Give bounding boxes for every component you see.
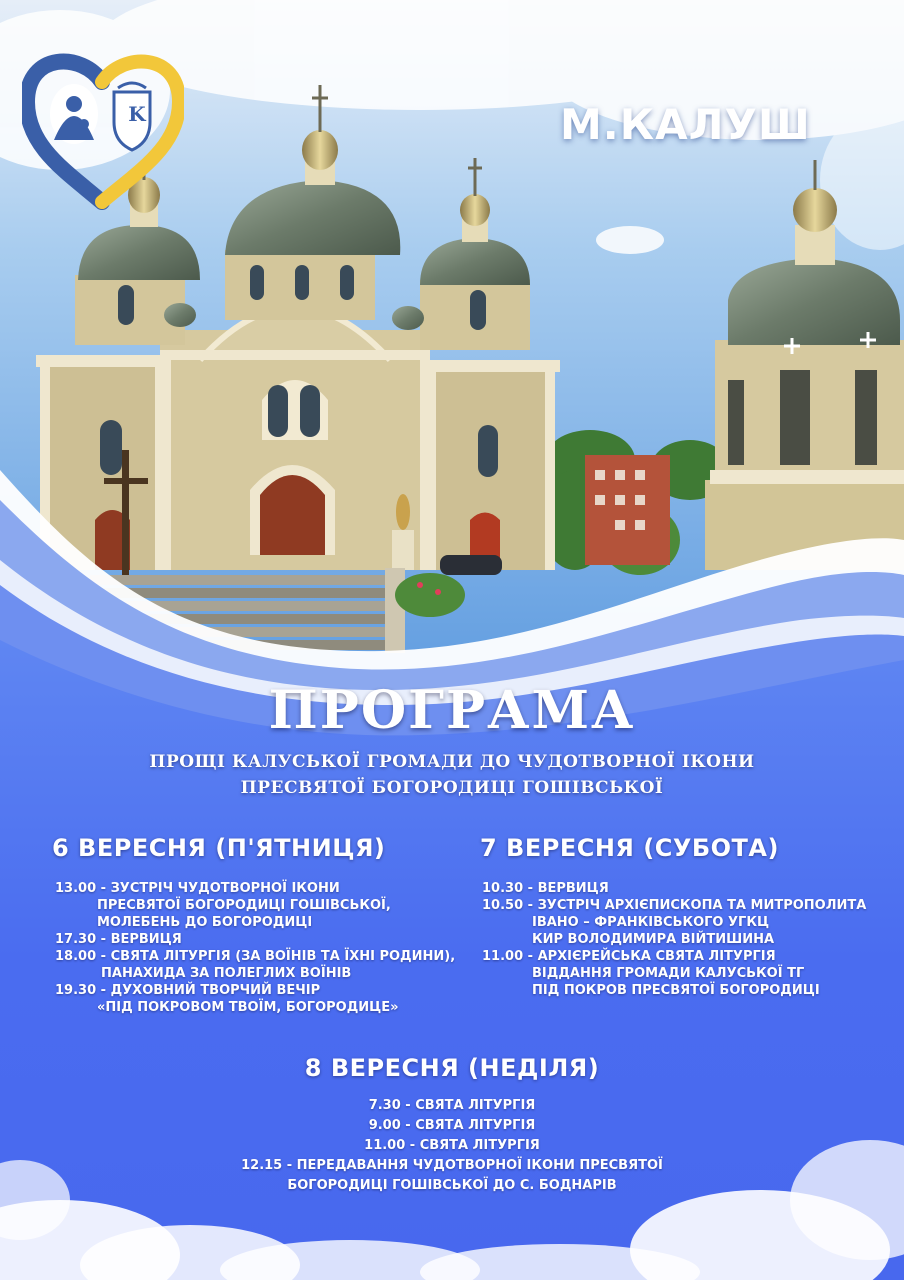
heart-logo: [22, 52, 184, 210]
subtitle-line-2: ПРЕСВЯТОЇ БОГОРОДИЦІ ГОШІВСЬКОЇ: [240, 778, 664, 798]
event-line: 11.00 - СВЯТА ЛІТУРГІЯ: [364, 1138, 540, 1153]
event-line: КИР ВОЛОДИМИРА ВІЙТИШИНА: [532, 932, 775, 947]
day-2-schedule: [482, 880, 866, 999]
event-line: ПАНАХИДА ЗА ПОЛЕГЛИХ ВОЇНІВ: [101, 966, 352, 981]
day-3-title: 8 ВЕРЕСНЯ (НЕДІЛЯ): [304, 1054, 600, 1082]
event-line: 12.15 - ПЕРЕДАВАННЯ ЧУДОТВОРНОЇ ІКОНИ ПРЕСВЯТОЇ: [241, 1158, 663, 1173]
event-line: 19.30 - ДУХОВНИЙ ТВОРЧИЙ ВЕЧІР: [55, 983, 321, 998]
event-line: ВІДДАННЯ ГРОМАДИ КАЛУСЬКОЇ ТГ: [532, 966, 805, 981]
event-line: 10.30 - ВЕРВИЦЯ: [482, 881, 609, 896]
program-title: ПРОГРАМА: [268, 680, 636, 741]
event-line: 18.00 - СВЯТА ЛІТУРГІЯ (ЗА ВОЇНІВ ТА ЇХНІ РОДИНИ),: [55, 949, 456, 964]
event-line: 11.00 - АРХІЄРЕЙСЬКА СВЯТА ЛІТУРГІЯ: [482, 949, 776, 964]
event-line: 9.00 - СВЯТА ЛІТУРГІЯ: [368, 1118, 536, 1133]
subtitle-line-1: ПРОЩІ КАЛУСЬКОЇ ГРОМАДИ ДО ЧУДОТВОРНОЇ ІКОНИ: [149, 752, 755, 772]
event-line: 7.30 - СВЯТА ЛІТУРГІЯ: [368, 1098, 536, 1113]
event-line: «ПІД ПОКРОВОМ ТВОЇМ, БОГОРОДИЦЕ»: [97, 1000, 399, 1015]
event-line: 17.30 - ВЕРВИЦЯ: [55, 932, 182, 947]
event-line: ПРЕСВЯТОЇ БОГОРОДИЦІ ГОШІВСЬКОЇ,: [97, 898, 391, 913]
icon-portrait-icon: [50, 84, 98, 144]
event-line: БОГОРОДИЦІ ГОШІВСЬКОЇ ДО С. БОДНАРІВ: [287, 1178, 617, 1193]
day-2-title: 7 ВЕРЕСНЯ (СУБОТА): [480, 834, 779, 862]
day-1-schedule: [55, 880, 455, 1016]
event-line: 13.00 - ЗУСТРІЧ ЧУДОТВОРНОЇ ІКОНИ: [55, 881, 340, 896]
emblem-letter: K: [128, 102, 146, 126]
event-line: 10.50 - ЗУСТРІЧ АРХІЄПИСКОПА ТА МИТРОПОЛИТА: [482, 898, 867, 913]
event-line: МОЛЕБЕНЬ ДО БОГОРОДИЦІ: [97, 915, 313, 930]
event-line: ІВАНО – ФРАНКІВСЬКОГО УГКЦ: [532, 915, 770, 930]
city-title: М.КАЛУШ: [560, 100, 811, 149]
day-3-schedule: [0, 1096, 904, 1196]
day-1-title: 6 ВЕРЕСНЯ (П'ЯТНИЦЯ): [52, 834, 386, 862]
event-line: ПІД ПОКРОВ ПРЕСВЯТОЇ БОГОРОДИЦІ: [532, 983, 820, 998]
